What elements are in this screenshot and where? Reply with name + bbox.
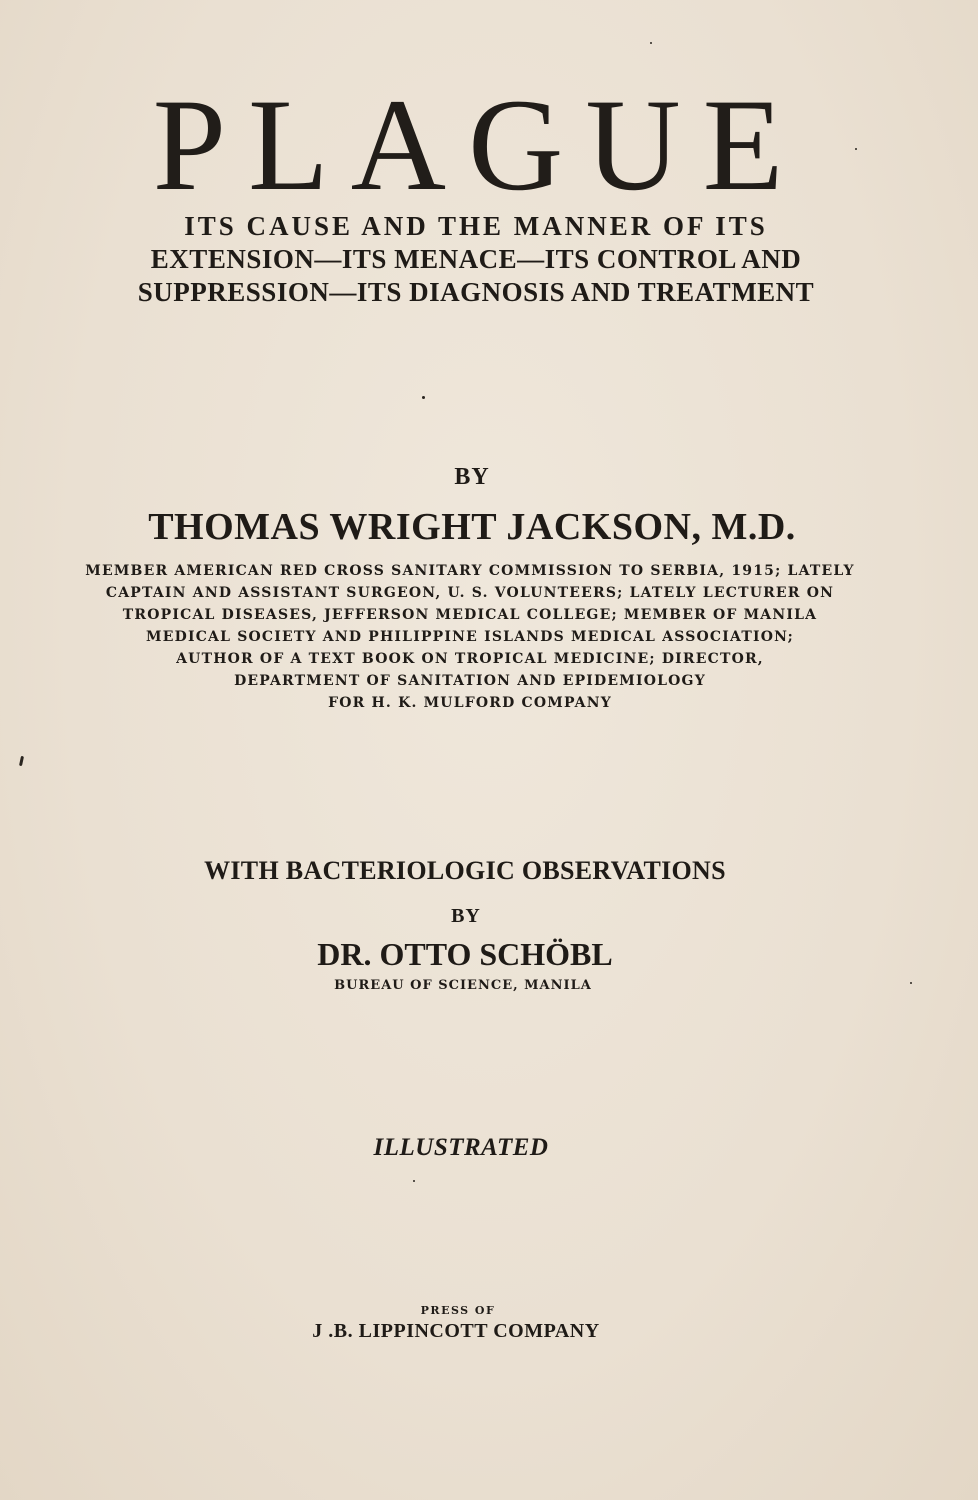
author-name: THOMAS WRIGHT JACKSON, M.D. <box>148 506 796 548</box>
press-of-label: PRESS OF <box>420 1304 496 1317</box>
credentials-line: MEDICAL SOCIETY AND PHILIPPINE ISLANDS MEDICAL ASSOCIATION; <box>146 629 794 645</box>
paper-speck <box>422 396 425 399</box>
credentials-line: MEMBER AMERICAN RED CROSS SANITARY COMMISSION TO SERBIA, 1915; LATELY <box>85 563 855 579</box>
book-title: PLAGUE <box>152 71 806 218</box>
paper-speck <box>910 982 912 984</box>
paper-speck <box>855 148 857 150</box>
subtitle-line: SUPPRESSION—ITS DIAGNOSIS AND TREATMENT <box>137 277 815 307</box>
paper-speck <box>19 756 24 766</box>
subtitle-line: ITS CAUSE AND THE MANNER OF ITS <box>184 211 768 241</box>
publisher-name: J .B. LIPPINCOTT COMPANY <box>312 1320 600 1342</box>
credentials-line: TROPICAL DISEASES, JEFFERSON MEDICAL COLLEGE; MEMBER OF MANILA <box>122 607 818 623</box>
book-subtitle <box>0 210 952 309</box>
credentials-line: DEPARTMENT OF SANITATION AND EPIDEMIOLOGY <box>234 673 706 689</box>
author-credentials <box>0 560 940 714</box>
credentials-line: AUTHOR OF A TEXT BOOK ON TROPICAL MEDICINE; DIRECTOR, <box>176 651 764 667</box>
subtitle-line: EXTENSION—ITS MENACE—ITS CONTROL AND <box>150 244 802 274</box>
paper-speck <box>650 42 652 44</box>
paper-speck <box>413 1180 415 1182</box>
by-label-2: BY <box>451 905 481 927</box>
observations-heading: WITH BACTERIOLOGIC OBSERVATIONS <box>204 856 726 885</box>
coauthor-affiliation: BUREAU OF SCIENCE, MANILA <box>334 978 592 993</box>
credentials-line: FOR H. K. MULFORD COMPANY <box>328 695 612 711</box>
illustrated-label: ILLUSTRATED <box>373 1134 549 1161</box>
coauthor-name: DR. OTTO SCHÖBL <box>317 936 613 972</box>
credentials-line: CAPTAIN AND ASSISTANT SURGEON, U. S. VOLUNTEERS; LATELY LECTURER ON <box>105 585 835 601</box>
by-label: BY <box>454 464 490 490</box>
